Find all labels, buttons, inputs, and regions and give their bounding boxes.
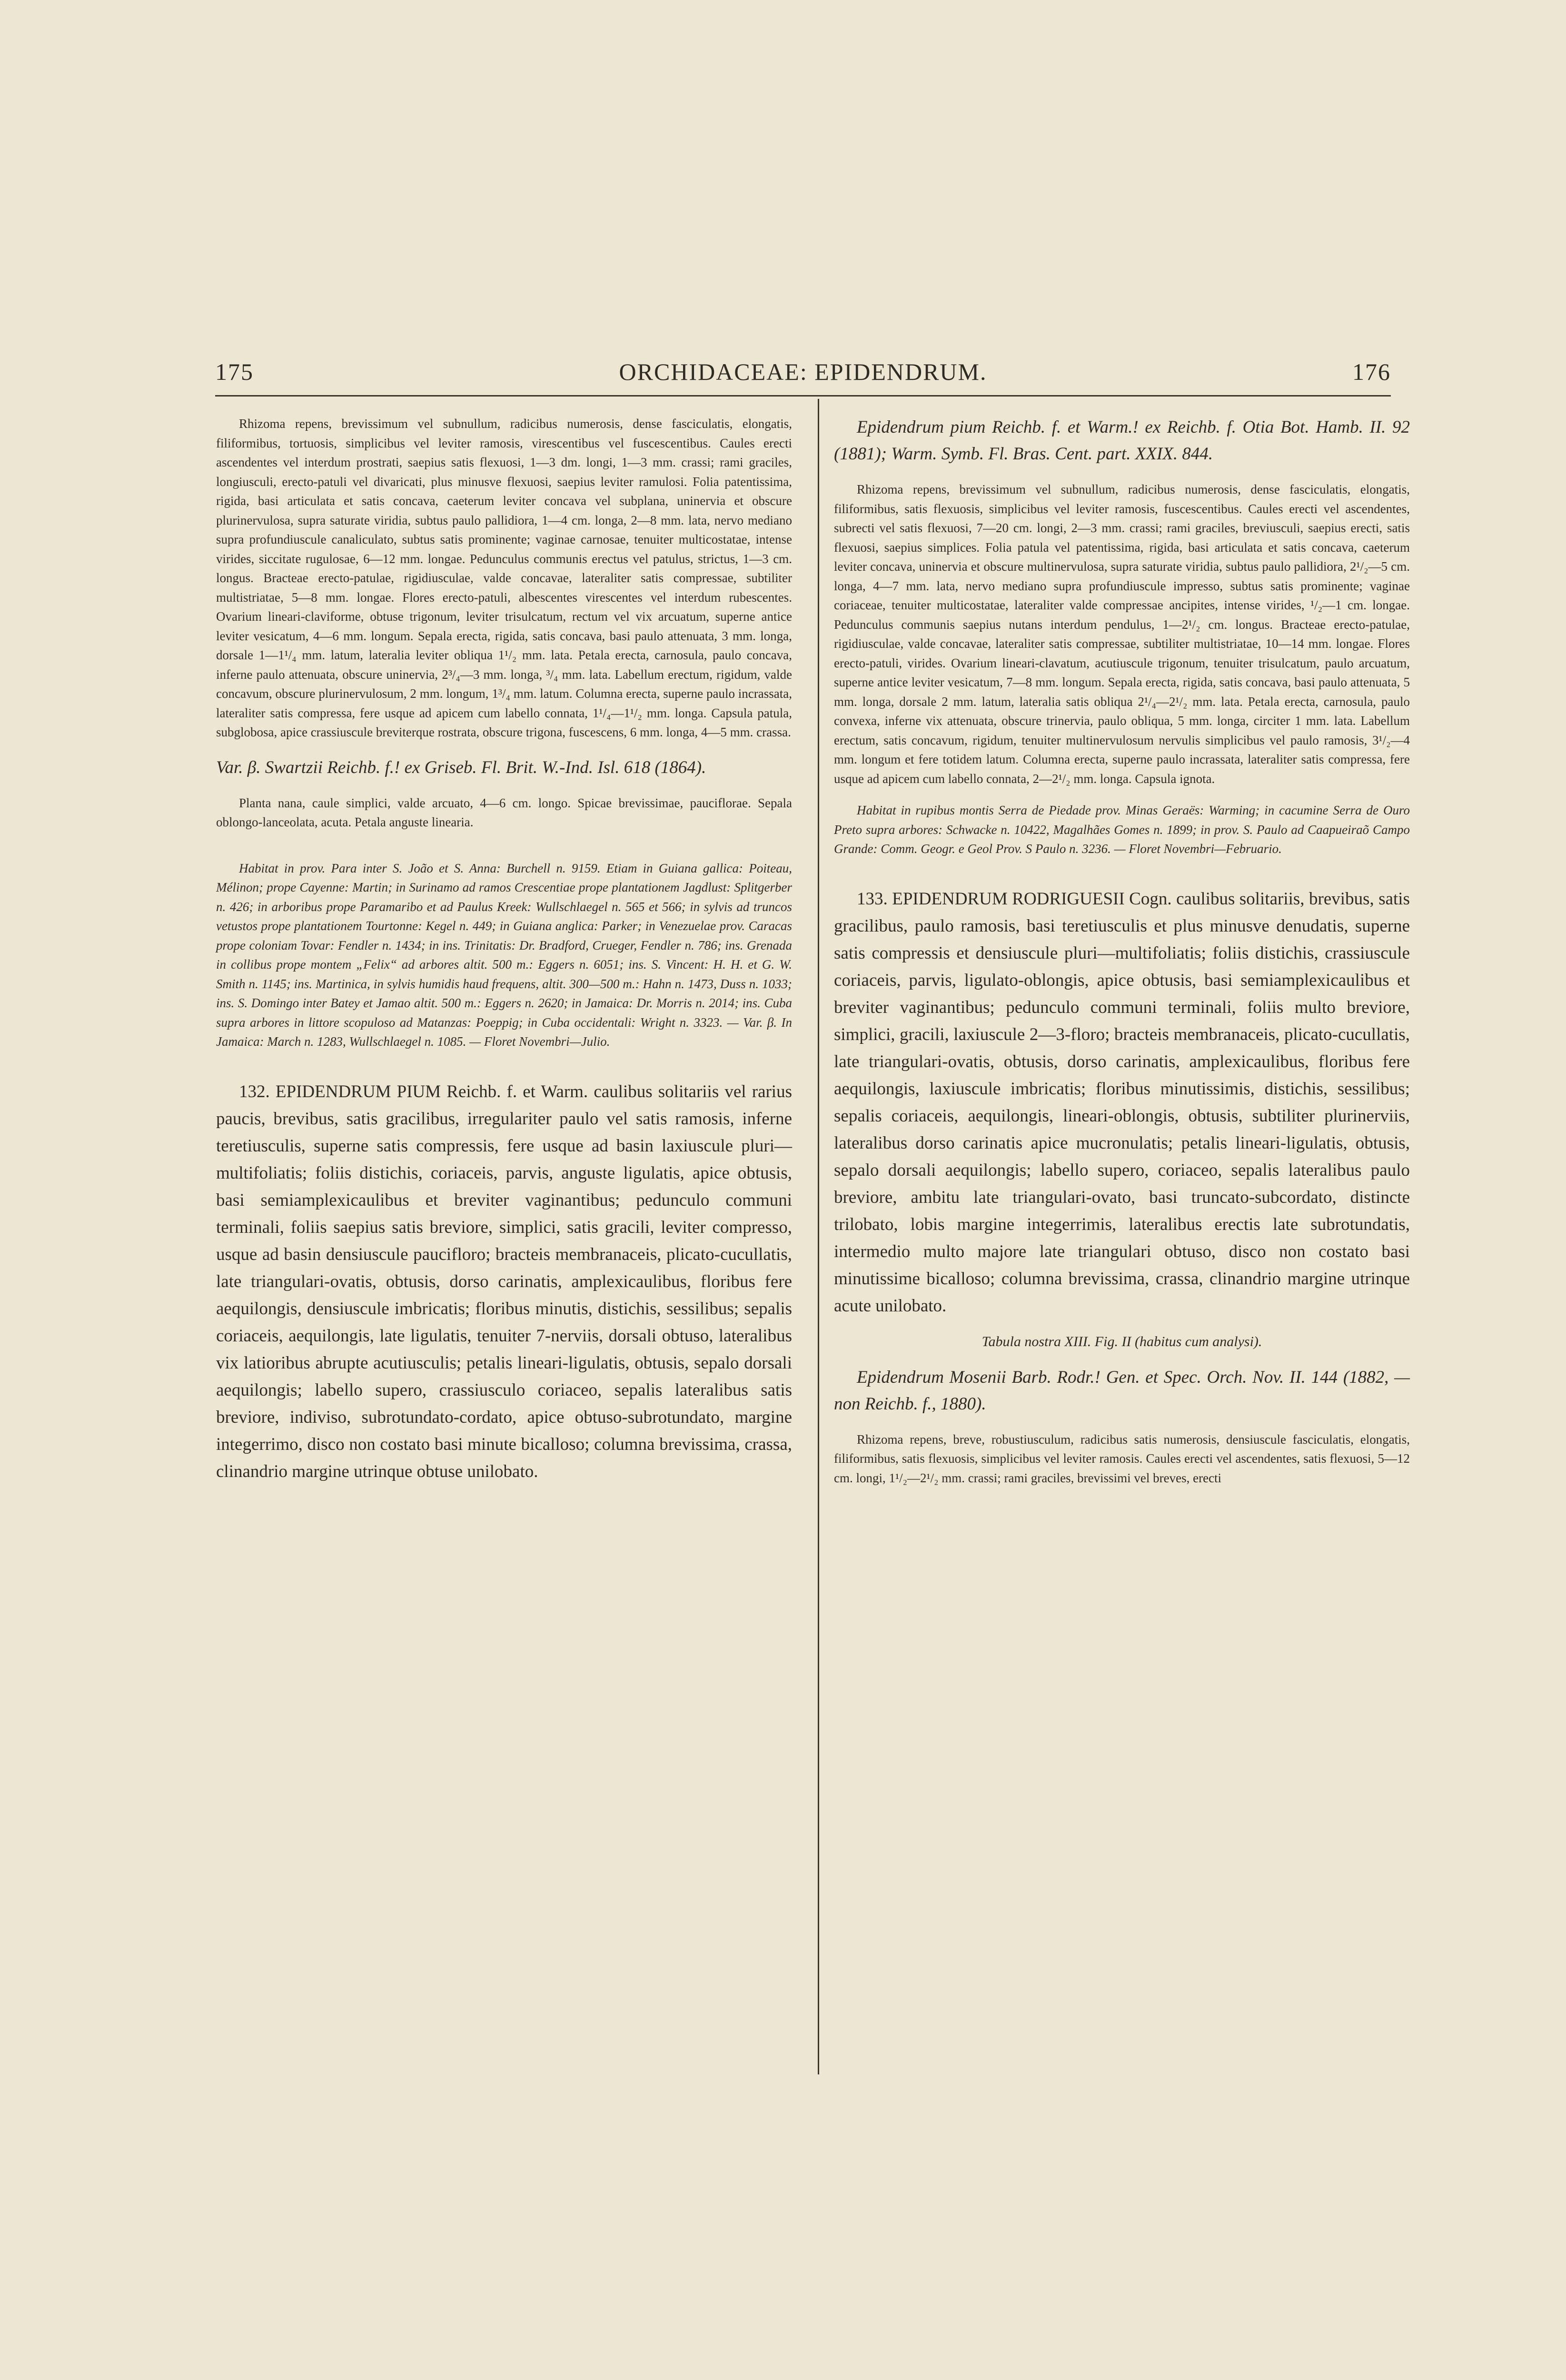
plate-reference: Tabula nostra XIII. Fig. II (habitus cum analysi). [981,1333,1262,1349]
right-column [834,414,1410,1500]
habitat-paragraph: Habitat in rupibus montis Serra de Piedade prov. Minas Geraës: Warming; in cacumine Serra de Ouro Preto supra arbores: Schwacke n. 10422, Magalhães Gomes n. 1899; in prov. S. Paulo ad Caapueiraõ Campo Grande: Comm. Geogr. e Geol Prov. S Paulo n. 3236. — Floret Novembri—Februario. [834,803,1410,856]
variety-heading: Var. β. Swartzii Reichb. f.! ex Griseb. Fl. Brit. W.-Ind. Isl. 618 (1864). [216,757,706,777]
page-number-right: 176 [1352,358,1391,385]
spacer [216,844,792,859]
page-number-left: 175 [215,358,254,385]
variety-description: Planta nana, caule simplici, valde arcuato, 4—6 cm. longo. Spicae brevissimae, pauciflorae. Sepala oblongo-lanceolata, acuta. Petala anguste linearia. [216,795,792,829]
habitat-paragraph: Habitat in prov. Para inter S. João et S. Anna: Burchell n. 9159. Etiam in Guiana gallica: Poiteau, Mélinon; prope Cayenne: Martin; in Surinamo ad ramos Crescentiae prope plantationem Jagdlust: Splitgerber n. 426; in arboribus prope Paramaribo et ad Paulus Kreek: Wullschlaegel n. 565 et 566; in sylvis ad truncos vetustos prope plantationem Tourtonne: Kegel n. 449; in Guiana anglica: Parker; in Venezuelae prov. Caracas prope coloniam Tovar: Fendler n. 1434; in ins. Trinitatis: Dr. Bradford, Crueger, Fendler n. 786; ins. Grenada in collibus prope montem „Felix“ ad arbores altit. 500 m.: Eggers n. 6051; ins. S. Vincent: H. H. et G. W. Smith n. 1145; ins. Martinica, in sylvis humidis haud frequens, altit. 300—500 m.: Hahn n. 1473, Duss n. 1033; ins. S. Domingo inter Batey et Jamao altit. 500 m.: Eggers n. 2620; in Jamaica: Dr. Morris n. 2014; ins. Cuba supra arbores in littore scopuloso ad Matanzas: Poeppig; in Cuba occidentali: Wright n. 3323. — Var. β. In Jamaica: March n. 1283, Wullschlaegel n. 1085. — Floret Novembri—Julio. [216,861,792,1049]
synonym-reference: Epidendrum pium Reichb. f. et Warm.! ex Reichb. f. Otia Bot. Hamb. II. 92 (1881); Warm. Symb. Fl. Bras. Cent. part. XXIX. 844. [834,417,1410,464]
synonym-reference: Epidendrum Mosenii Barb. Rodr.! Gen. et Spec. Orch. Nov. II. 144 (1882, — non Reichb. f., 1880). [834,1367,1410,1414]
species-description: Rhizoma repens, brevissimum vel subnullum, radicibus numerosis, dense fasciculatis, elongatis, filiformibus, satis flexuosis, simplicibus vel leviter ramosis, fuscescentibus. Caules erecti vel ascendentes, subrecti vel satis flexuosi, 7—20 cm. longi, 2—3 mm. crassi; rami graciles, breviusculi, saepius erecti, satis flexuosi, saepius simplices. Folia patula vel patentissima, rigida, basi articulata et satis concava, caeterum leviter concava, uninervia et obscure multinervulosa, supra saturate viridia, subtus paulo pallidiora, 2¹/₂—5 cm. longa, 4—7 mm. lata, nervo mediano supra profundiuscule impresso, subtus satis prominente; vaginae coriaceae, tenuiter multicostatae, lateraliter valde compressae ancipites, intense virides, ¹/₂—1 cm. longae. Pedunculus communis saepius nutans interdum pendulus, 1—2¹/₂ cm. longus. Bracteae erecto-patulae, rigidiusculae, valde concavae, lateraliter satis compressae, subtiliter multistriatae, 10—14 mm. longae. Flores erecto-patuli, virides. Ovarium lineari-clavatum, acutiuscule trigonum, tenuiter trisulcatum, paulo arcuatum, superne antice leviter vesicatum, 7—8 mm. longum. Sepala erecta, rigida, satis concava, basi paulo attenuata, 5 mm. longa, dorsale 2 mm. latum, lateralia satis obliqua 2¹/₄—2¹/₂ mm. lata. Petala erecta, carnosula, paulo convexa, inferne vix attenuata, obscure trinervia, paulo obliqua, 5 mm. longa, circiter 1 mm. lata. Labellum erectum, satis concavum, rigidum, tenuiter multinervulosum nervulis simplicibus vel paulo ramosis, 3¹/₂—4 mm. longum et fere totidem latum. Columna erecta, superne paulo incrassata, lateraliter satis compressa, fere usque ad apicem cum labello connata, 2—2¹/₂ mm. longa. Capsula ignota. [834,482,1410,786]
species-132-diagnosis: 132. EPIDENDRUM PIUM Reichb. f. et Warm. caulibus solitariis vel rarius paucis, brevibus, satis gracilibus, irregulariter paulo vel satis ramosis, inferne teretiusculis, superne satis compressis, fere usque ad basin laxiuscule pluri—multifoliatis; foliis distichis, coriaceis, parvis, anguste ligulatis, apice obtusis, basi semiamplexicaulibus et breviter vaginantibus; pedunculo communi terminali, foliis saepius satis breviore, simplici, satis gracili, leviter compresso, usque ad basin densiuscule paucifloro; bracteis membranaceis, plicato-cucullatis, late triangulari-ovatis, obtusis, dorso carinatis, amplexicaulibus, floribus fere aequilongis, densiuscule imbricatis; floribus minutis, distichis, sessilibus; sepalis coriaceis, aequilongis, late ligulatis, tenuiter 7-nerviis, dorsali obtuso, lateralibus vix latioribus abrupte acutiusculis; petalis lineari-ligulatis, obtusis, sepalo dorsali aequilongis; labello supero, crassiusculo coriaceo, sepalis lateralibus satis breviore, indiviso, subrotundato-cordato, apice obtuso-subrotundato, margine integerrimo, disco non costato basi minute bicalloso; columna brevissima, crassa, clinandrio margine utrinque obtuse unilobato. [216,1081,792,1481]
column-divider [818,399,819,2074]
left-column [216,414,792,1497]
spacer [834,871,1410,885]
species-133-diagnosis: 133. EPIDENDRUM RODRIGUESII Cogn. caulibus solitariis, brevibus, satis gracilibus, paulo ramosis, basi teretiusculis et plus minusve denudatis, superne satis compressis et densiuscule pluri—multifoliatis; foliis distichis, crassiuscule coriaceis, parvis, ligulato-oblongis, apice obtusis, basi semiamplexicaulibus et breviter vaginantibus; pedunculo communi terminali, foliis multo breviore, simplici, gracili, laxiuscule 2—3-floro; bracteis membranaceis, plicato-cucullatis, late triangulari-ovatis, obtusis, dorso carinatis, amplexicaulibus, floribus fere aequilongis, laxiuscule imbricatis; floribus minutissimis, distichis, sessilibus; sepalis coriaceis, aequilongis, lineari-oblongis, obtusis, subtiliter plurinerviis, lateralibus dorso carinatis apice mucronulatis; petalis lineari-ligulatis, obtusis, sepalo dorsali aequilongis; labello supero, coriaceo, sepalis lateralibus paulo breviore, ambitu late triangulari-ovato, basi truncato-subcordato, distincte trilobato, lobis margine integerrimis, lateralibus erectis late subrotundatis, intermedio multo majore late triangulari obtuso, disco non costato basi minutissime bicalloso; columna brevissima, crassa, clinandrio margine utrinque acute unilobato. [834,889,1410,1316]
species-description: Rhizoma repens, breve, robustiusculum, radicibus satis numerosis, densiuscule fasciculatis, elongatis, filiformibus, satis flexuosis, simplicibus vel leviter ramosis. Caules erecti vel ascendentes, satis flexuosi, 5—12 cm. longi, 1¹/₂—2¹/₂ mm. crassi; rami graciles, brevissimi vel breves, erecti [834,1432,1410,1485]
running-title: ORCHIDACEAE: EPIDENDRUM. [619,358,987,385]
header-rule [215,395,1391,397]
spacer [216,1064,792,1078]
species-description: Rhizoma repens, brevissimum vel subnullum, radicibus numerosis, dense fasciculatis, elongatis, filiformibus, tortuosis, simplicibus vel leviter ramosis, virescentibus vel fuscescentibus. Caules erecti ascendentes vel interdum prostrati, saepius satis flexuosi, 1—3 dm. longi, 1—3 mm. crassi; rami graciles, longiusculi, erecto-patuli vel divaricati, plus minusve flexuosi, saepius leviter ramulosi. Folia patentissima, rigida, basi articulata et satis concava, caeterum leviter concava vel subplana, uninervia et obscure plurinervulosa, supra saturate viridia, subtus paulo pallidiora, 1—4 cm. longa, 2—8 mm. lata, nervo mediano supra profundiuscule canaliculato, subtus satis prominente; vaginae carnosae, tenuiter multicostatae, intense virides, siccitate rugulosae, 6—12 mm. longae. Pedunculus communis erectus vel patulus, strictus, 1—3 cm. longus. Bracteae erecto-patulae, rigidiusculae, valde concavae, lateraliter satis compressae, subtiliter multistriatae, 5—8 mm. longae. Flores erecto-patuli, albescentes virescentes vel interdum rubescentes. Ovarium lineari-claviforme, obtuse trigonum, leviter trisulcatum, rectum vel vix arcuatum, superne antice leviter vesicatum, 4—6 mm. longum. Sepala erecta, rigida, satis concava, basi paulo attenuata, 3 mm. longa, dorsale 1—1¹/₄ mm. latum, lateralia leviter obliqua 1¹/₂ mm. lata. Petala erecta, carnosula, paulo concava, inferne paulo attenuata, obscure uninervia, 2³/₄—3 mm. longa, ³/₄ mm. lata. Labellum erectum, rigidum, valde concavum, obscure plurinervulosum, 2 mm. longum, 1³/₄ mm. latum. Columna erecta, superne paulo incrassata, lateraliter satis compressa, fere usque ad apicem cum labello connata, 1¹/₄—1¹/₂ mm. longa. Capsula patula, subglobosa, apice crassiuscule breviterque rostrata, obscure trigona, fuscescens, 6 mm. longa, 4—5 mm. crassa. [216,416,792,739]
running-header [215,358,1391,391]
